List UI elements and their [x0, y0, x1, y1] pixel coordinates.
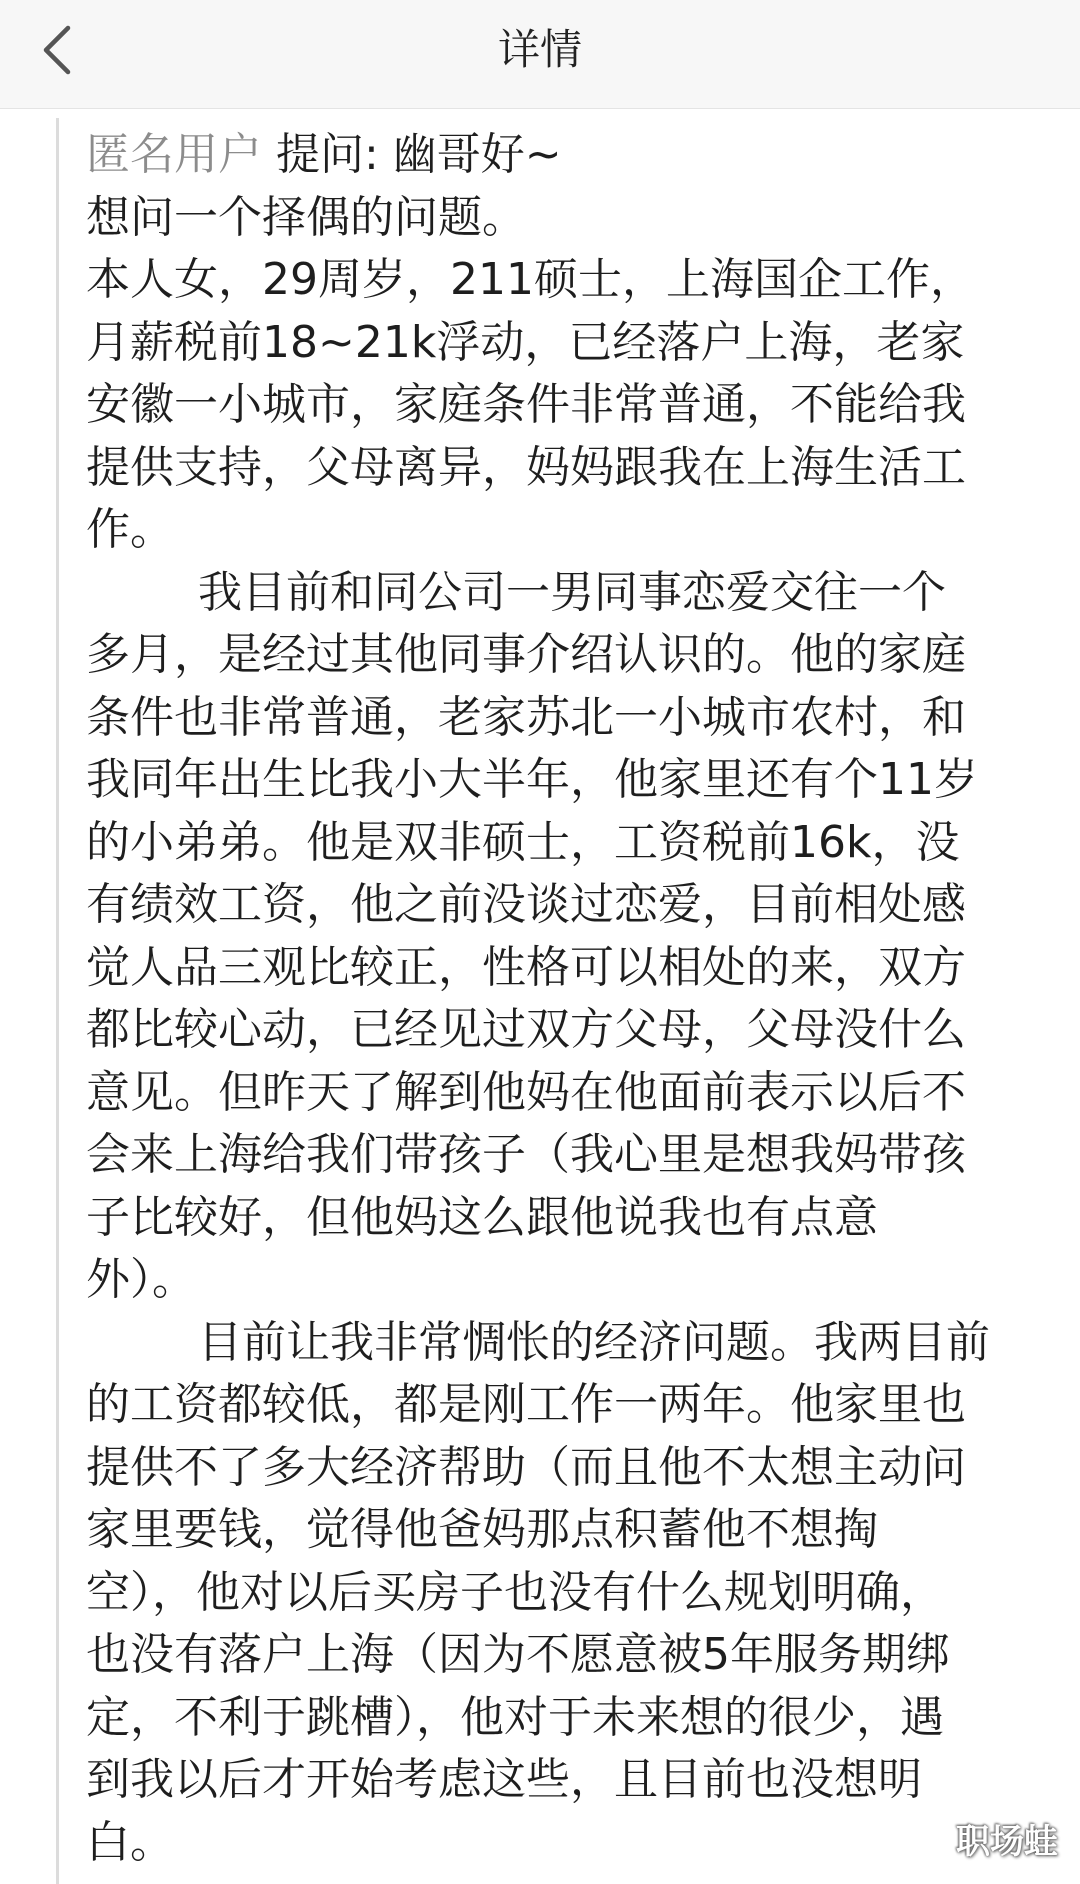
watermark: 职场蛙	[956, 1822, 1058, 1862]
question-title: 提问: 幽哥好~	[262, 129, 562, 180]
text-line: 本人女，29周岁，211硕士，上海国企工作，	[86, 254, 974, 305]
text-line: 有绩效工资，他之前没谈过恋爱，目前相处感	[86, 879, 966, 930]
text-line: 觉人品三观比较正，性格可以相处的来，双方	[86, 941, 966, 993]
nav-bar	[0, 0, 1080, 109]
text-line: 作。	[86, 504, 174, 555]
asker-name[interactable]: 匿名用户	[86, 129, 262, 180]
text-line: 也没有落户上海（因为不愿意被5年服务期绑	[86, 1629, 950, 1680]
quote-bar	[56, 118, 59, 1884]
text-line: 空），他对以后买房子也没有什么规划明确，	[86, 1566, 944, 1618]
text-line: 外）。	[86, 1254, 196, 1305]
text-line: 条件也非常普通，老家苏北一小城市农村，和	[86, 691, 966, 743]
text-line: 都比较心动，已经见过双方父母，父母没什么	[86, 1004, 966, 1055]
text-line: 我目前和同公司一男同事恋爱交往一个	[198, 566, 946, 618]
text-line: 多月，是经过其他同事介绍认识的。他的家庭	[86, 629, 966, 680]
text-line: 子比较好，但他妈这么跟他说我也有点意	[86, 1191, 878, 1243]
question-content	[86, 124, 1021, 1874]
text-line: 提供支持，父母离异，妈妈跟我在上海生活工	[86, 441, 966, 493]
paragraph-finance	[86, 1312, 1021, 1875]
text-line: 意见。但昨天了解到他妈在他面前表示以后不	[86, 1066, 966, 1118]
text-line: 白。	[86, 1816, 174, 1868]
text-line: 目前让我非常惆怅的经济问题。我两目前	[198, 1316, 990, 1368]
paragraph-relationship	[86, 562, 1021, 1312]
paragraph-intro	[86, 187, 1021, 562]
text-line: 的工资都较低，都是刚工作一两年。他家里也	[86, 1379, 966, 1430]
text-line: 的小弟弟。他是双非硕士，工资税前16k，没	[86, 816, 960, 868]
text-line: 家里要钱，觉得他爸妈那点积蓄他不想掏	[86, 1504, 878, 1555]
text-line: 定，不利于跳槽），他对于未来想的很少，遇	[86, 1691, 944, 1743]
text-line: 月薪税前18~21k浮动，已经落户上海，老家	[86, 316, 965, 368]
text-line: 安徽一小城市，家庭条件非常普通，不能给我	[86, 379, 966, 430]
page-title: 详情	[497, 25, 582, 74]
text-line: 我同年出生比我小大半年，他家里还有个11岁	[86, 754, 978, 805]
text-line: 会来上海给我们带孩子（我心里是想我妈带孩	[86, 1129, 966, 1180]
question-header	[86, 124, 1021, 187]
text-line: 想问一个择偶的问题。	[86, 191, 526, 243]
text-line: 提供不了多大经济帮助（而且他不太想主动问	[86, 1441, 966, 1493]
text-line: 到我以后才开始考虑这些，且目前也没想明	[86, 1754, 922, 1805]
